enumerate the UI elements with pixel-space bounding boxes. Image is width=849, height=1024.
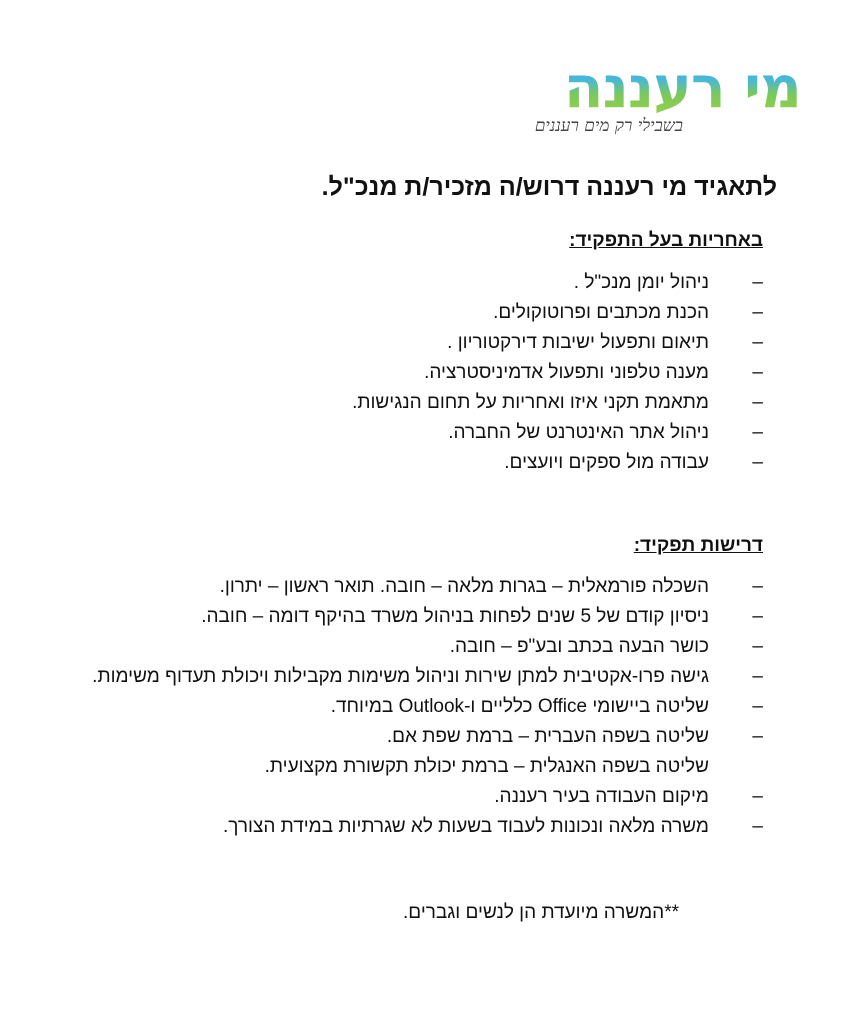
- requirements-heading: דרישות תפקיד:: [633, 535, 763, 556]
- list-item-text: תיאום ותפעול ישיבות דירקטוריון .: [447, 332, 709, 353]
- list-item: [3, 812, 763, 842]
- bullet-dash: –: [752, 696, 763, 717]
- list-item: [3, 448, 763, 478]
- list-item: [3, 722, 763, 752]
- bullet-dash: –: [752, 422, 763, 443]
- list-item-text: שליטה בשפה העברית – ברמת שפת אם.: [386, 726, 709, 747]
- list-item: [3, 418, 763, 448]
- bullet-dash: –: [752, 302, 763, 323]
- bullet-dash: –: [752, 272, 763, 293]
- bullet-dash: –: [752, 816, 763, 837]
- list-item: [3, 632, 763, 662]
- list-item-text: מענה טלפוני ותפעול אדמיניסטרציה.: [424, 362, 709, 383]
- list-item: [3, 662, 763, 692]
- list-item: [3, 602, 763, 632]
- list-item: [3, 328, 763, 358]
- list-item-text: ניסיון קודם של 5 שנים לפחות בניהול משרד בהיקף דומה – חובה.: [201, 606, 709, 627]
- list-item-text: ניהול יומן מנכ"ל .: [573, 272, 709, 293]
- list-item-text: גישה פרו-אקטיבית למתן שירות וניהול משימות מקבילות ויכולת תעדוף משימות.: [92, 666, 709, 687]
- requirements-list: [3, 572, 763, 842]
- bullet-dash: –: [752, 332, 763, 353]
- bullet-dash: –: [752, 726, 763, 747]
- list-item-text: הכנת מכתבים ופרוטוקולים.: [493, 302, 709, 323]
- bullet-dash: –: [752, 666, 763, 687]
- bullet-dash: –: [752, 392, 763, 413]
- list-item-text: מיקום העבודה בעיר רעננה.: [494, 786, 709, 807]
- list-item-text: עבודה מול ספקים ויועצים.: [504, 452, 709, 473]
- list-item-text: שליטה בשפה האנגלית – ברמת יכולת תקשורת מקצועית.: [264, 756, 709, 777]
- list-item-text: השכלה פורמאלית – בגרות מלאה – חובה. תואר ראשון – יתרון.: [219, 576, 709, 597]
- list-item: [3, 268, 763, 298]
- list-item-text: שליטה ביישומי Office כלליים ו-Outlook במיוחד.: [330, 696, 709, 717]
- responsibilities-heading: באחריות בעל התפקיד:: [569, 230, 763, 251]
- bullet-dash: –: [752, 606, 763, 627]
- bullet-dash: –: [752, 576, 763, 597]
- list-item: [3, 358, 763, 388]
- company-logo: [511, 53, 801, 140]
- list-item: [3, 692, 763, 722]
- equal-opportunity-note: **המשרה מיועדת הן לנשים וגברים.: [403, 902, 679, 923]
- bullet-dash: –: [752, 786, 763, 807]
- responsibilities-list: [3, 268, 763, 478]
- bullet-dash: –: [752, 636, 763, 657]
- list-item-text: מתאמת תקני איזו ואחריות על תחום הנגישות.: [352, 392, 709, 413]
- bullet-dash: –: [752, 452, 763, 473]
- list-item: [3, 752, 763, 782]
- list-item: [3, 782, 763, 812]
- list-item: [3, 572, 763, 602]
- list-item-text: משרה מלאה ונכונות לעבוד בשעות לא שגרתיות במידת הצורך.: [223, 816, 709, 837]
- bullet-dash: –: [752, 362, 763, 383]
- page-title: לתאגיד מי רעננה דרוש/ה מזכיר/ת מנכ"ל.: [321, 173, 777, 201]
- list-item: [3, 388, 763, 418]
- list-item-text: כושר הבעה בכתב ובע"פ – חובה.: [449, 636, 709, 657]
- list-item-text: ניהול אתר האינטרנט של החברה.: [448, 422, 709, 443]
- logo-tagline: בשבילי רק מים רעננים: [534, 116, 683, 136]
- logo-name: מי רעננה: [563, 53, 801, 121]
- list-item: [3, 298, 763, 328]
